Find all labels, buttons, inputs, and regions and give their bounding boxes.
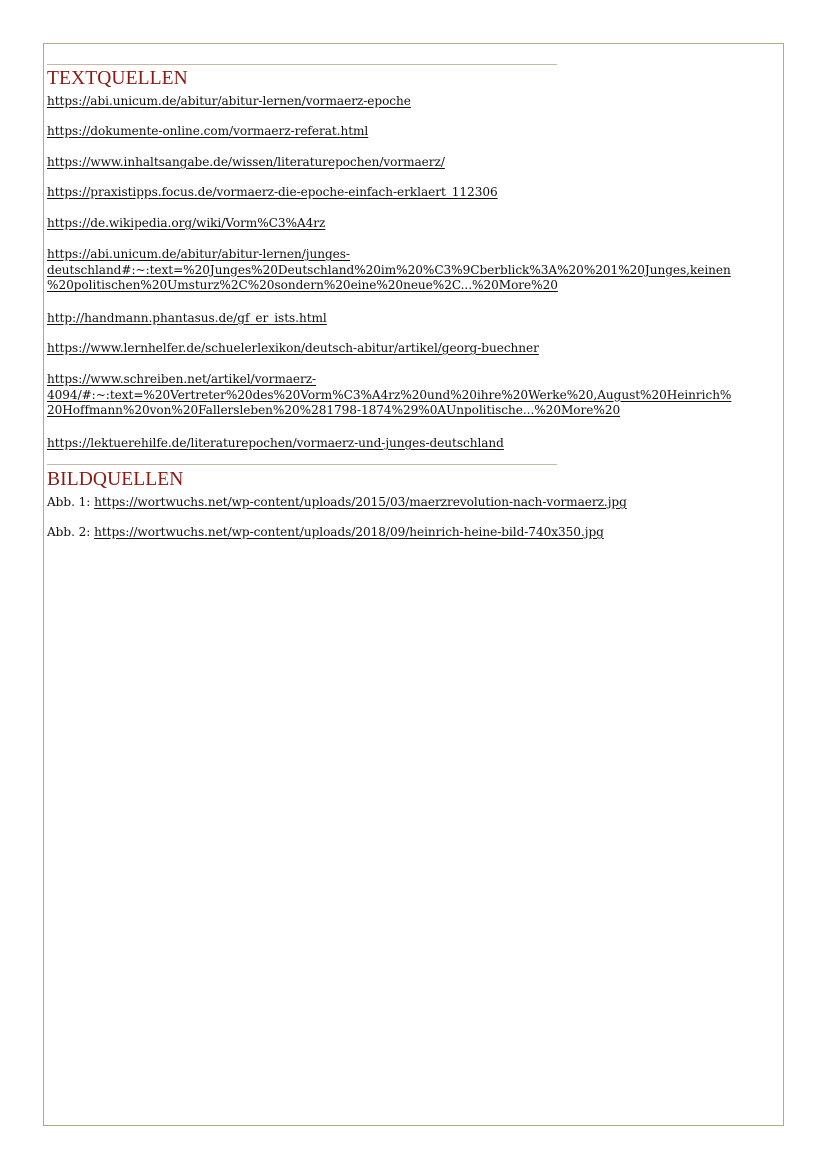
- text-source-2: [47, 124, 779, 140]
- text-source-link[interactable]: https://lektuerehilfe.de/literaturepochen/vormaerz-und-junges-deutschland: [47, 436, 504, 450]
- figure-label: Abb. 2:: [47, 525, 95, 539]
- text-source-10: [47, 436, 779, 452]
- figure-label: Abb. 1:: [47, 495, 95, 509]
- textquellen-heading: TEXTQUELLEN: [47, 68, 188, 89]
- image-source-link[interactable]: https://wortwuchs.net/wp-content/uploads/2015/03/maerzrevolution-nach-vormaerz.jpg: [94, 495, 627, 509]
- text-source-7: [47, 311, 779, 327]
- section-divider: [47, 64, 557, 65]
- image-source-link[interactable]: https://wortwuchs.net/wp-content/uploads/2018/09/heinrich-heine-bild-740x350.jpg: [94, 525, 604, 539]
- page-border: [43, 43, 784, 1126]
- text-source-6: [47, 247, 779, 294]
- bildquellen-heading: BILDQUELLEN: [47, 469, 184, 490]
- text-source-link[interactable]: https://praxistipps.focus.de/vormaerz-die-epoche-einfach-erklaert_112306: [47, 185, 498, 199]
- text-source-link[interactable]: deutschland#:~:text=%20Junges%20Deutschland%20im%20%C3%9Cberblick%3A%20%201%20Junges,keinen: [47, 262, 731, 277]
- text-source-8: [47, 341, 779, 357]
- text-source-link[interactable]: https://www.lernhelfer.de/schuelerlexikon/deutsch-abitur/artikel/georg-buechner: [47, 341, 539, 355]
- text-source-link[interactable]: %20politischen%20Umsturz%2C%20sondern%20eine%20neue%2C...%20More%20: [47, 278, 558, 293]
- section-divider: [47, 464, 557, 465]
- text-source-1: [47, 94, 779, 110]
- text-source-5: [47, 216, 779, 232]
- image-source-2: [47, 525, 779, 541]
- text-source-link[interactable]: 4094/#:~:text=%20Vertreter%20des%20Vorm%C3%A4rz%20und%20ihre%20Werke%20,August%20Heinrich%: [47, 387, 732, 402]
- text-source-link[interactable]: http://handmann.phantasus.de/gf_er_ists.html: [47, 311, 327, 325]
- text-source-4: [47, 185, 779, 201]
- text-source-link[interactable]: https://abi.unicum.de/abitur/abitur-lernen/junges-: [47, 247, 350, 261]
- text-source-link[interactable]: https://de.wikipedia.org/wiki/Vorm%C3%A4rz: [47, 216, 326, 230]
- text-source-link[interactable]: https://www.inhaltsangabe.de/wissen/literaturepochen/vormaerz/: [47, 155, 445, 169]
- text-source-link[interactable]: 20Hoffmann%20von%20Fallersleben%20%281798-1874%29%0AUnpolitische...%20More%20: [47, 403, 621, 418]
- image-source-1: [47, 495, 779, 511]
- text-source-link[interactable]: https://dokumente-online.com/vormaerz-referat.html: [47, 124, 369, 138]
- text-source-9: [47, 372, 779, 419]
- text-source-3: [47, 155, 779, 171]
- text-source-link[interactable]: https://www.schreiben.net/artikel/vormaerz-: [47, 372, 317, 386]
- text-source-link[interactable]: https://abi.unicum.de/abitur/abitur-lernen/vormaerz-epoche: [47, 94, 411, 108]
